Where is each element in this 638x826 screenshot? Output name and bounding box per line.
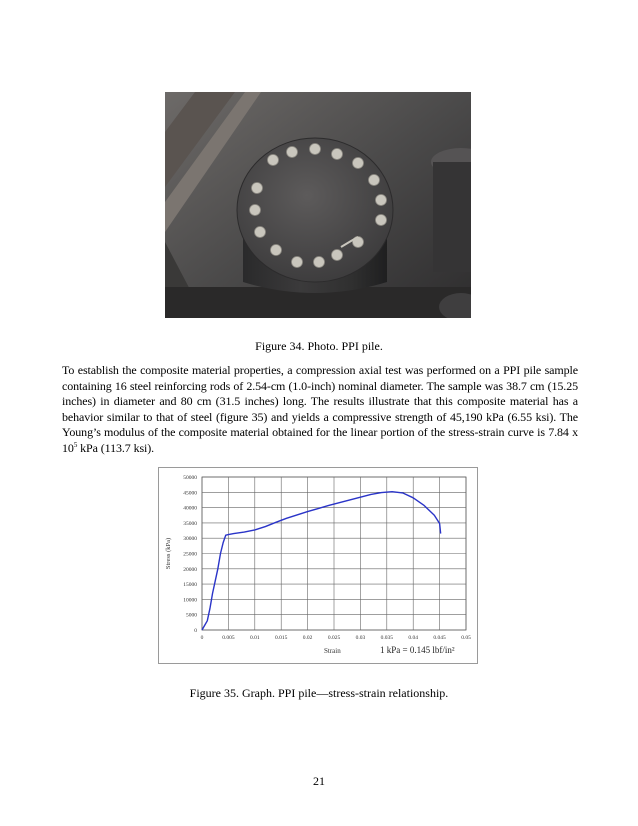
y-tick-label: 15000 [183,582,197,589]
ppi-pile-photo [165,92,471,318]
y-tick-label: 0 [194,628,197,634]
stress-strain-chart-svg [158,467,478,664]
y-tick-label: 30000 [183,536,197,543]
x-tick-label: 0.01 [249,635,260,641]
y-tick-label: 50000 [183,475,197,481]
x-axis-label: Strain [324,647,341,655]
y-axis-label: Stress (kPa) [165,537,172,570]
x-tick-label: 0.015 [275,635,288,641]
unit-conversion-annotation: 1 kPa = 0.145 lbf/in² [380,645,455,655]
x-tick-label: 0.04 [408,635,419,641]
x-tick-label: 0.025 [327,635,341,641]
x-tick-label: 0 [200,635,204,641]
y-tick-label: 40000 [183,505,197,512]
x-tick-label: 0.035 [380,635,393,641]
page-number: 21 [313,774,325,788]
body-paragraph [62,363,578,456]
x-tick-label: 0.045 [433,635,446,641]
x-tick-label: 0.03 [355,635,366,641]
y-tick-label: 25000 [183,551,197,558]
y-tick-label: 10000 [183,597,197,604]
x-tick-label: 0.02 [302,635,313,641]
figure-35-caption: Figure 35. Graph. PPI pile—stress-strain relationship. [189,686,449,700]
y-tick-label: 20000 [183,566,197,573]
x-tick-label: 0.05 [461,635,471,641]
stress-strain-chart [158,467,478,664]
figure-34-caption: Figure 34. Photo. PPI pile. [255,339,383,353]
x-tick-label: 0.005 [222,635,235,641]
y-tick-label: 35000 [183,520,197,527]
y-tick-label: 45000 [183,490,197,497]
y-tick-label: 5000 [186,612,197,619]
body-paragraph-text: To establish the composite material properties, a compression axial test was performed on a PPI pile sample containing 16 steel reinforcing rods of 2.54-cm (1.0-inch) nominal diameter. The sample was 38.7 cm (15.25 inches) in diameter and 80 cm (31.5 inches) long. The results illustrate that this composite material has a behavior similar to that of steel (figure 35) and yields a compressive strength of 45,190 kPa (6.55 ksi). The Young’s modulus of the composite material obtained for the linear portion of the stress-strain curve is 7.84 x 10 [62,363,578,455]
exponent: 5 [73,440,78,449]
body-paragraph-text-end: kPa (113.7 ksi). [77,440,155,455]
ppi-pile-photo-illustration [165,92,471,318]
